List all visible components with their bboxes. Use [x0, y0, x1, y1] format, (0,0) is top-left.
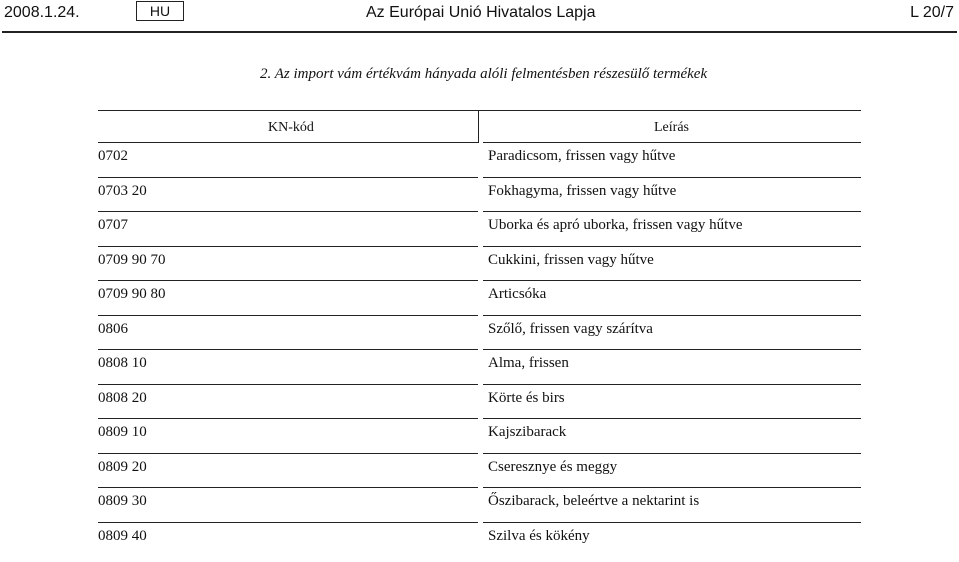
- column-divider: [478, 111, 479, 143]
- table-row: [98, 349, 861, 384]
- cn-code-cell: 0809 30: [98, 493, 147, 509]
- table-row: [98, 280, 861, 315]
- cn-code-cell: 0709 90 80: [98, 286, 166, 302]
- row-rule-right: [483, 453, 861, 454]
- page-reference: L 20/7: [910, 4, 954, 21]
- description-cell: Cseresznye és meggy: [488, 458, 618, 475]
- column-header-description: Leírás: [654, 120, 689, 135]
- row-rule-right: [483, 418, 861, 419]
- journal-title: Az Európai Unió Hivatalos Lapja: [366, 4, 596, 21]
- description-cell: Articsóka: [488, 286, 547, 302]
- table-row: [98, 142, 861, 177]
- table-row: [98, 384, 861, 419]
- description-cell: Körte és birs: [488, 389, 565, 406]
- table-row: [98, 211, 861, 246]
- publication-date: 2008.1.24.: [4, 4, 80, 21]
- column-header-code: KN-kód: [268, 120, 314, 135]
- row-rule-right: [483, 246, 861, 247]
- row-rule-left: [98, 522, 478, 523]
- row-rule-right: [483, 522, 861, 523]
- cn-code-cell: 0806: [98, 320, 128, 337]
- row-rule-right: [483, 487, 861, 488]
- table-row: [98, 522, 861, 557]
- row-rule-left: [98, 280, 478, 281]
- row-rule-left: [98, 211, 478, 212]
- row-rule-left: [98, 177, 478, 178]
- cn-code-cell: 0709 90 70: [98, 251, 166, 268]
- cn-code-cell: 0809 20: [98, 458, 147, 475]
- description-cell: Kajszibarack: [488, 424, 567, 440]
- row-rule-left: [98, 315, 478, 316]
- description-cell: Fokhagyma, frissen vagy hűtve: [488, 182, 677, 199]
- description-cell: Paradicsom, frissen vagy hűtve: [488, 148, 676, 164]
- section-title: 2. Az import vám értékvám hányada alóli felmentésben részesülő termékek: [260, 66, 708, 82]
- cn-code-cell: 0808 20: [98, 389, 147, 406]
- table-header: [98, 110, 861, 143]
- table-row: [98, 487, 861, 522]
- row-rule-right: [483, 142, 861, 143]
- table-row: [98, 418, 861, 453]
- row-rule-right: [483, 384, 861, 385]
- cn-code-cell: 0809 10: [98, 424, 147, 440]
- table-row: [98, 453, 861, 488]
- description-cell: Szőlő, frissen vagy szárítva: [488, 320, 653, 337]
- row-rule-left: [98, 349, 478, 350]
- description-cell: Uborka és apró uborka, frissen vagy hűtve: [488, 217, 743, 233]
- cn-code-cell: 0703 20: [98, 182, 147, 199]
- description-cell: Cukkini, frissen vagy hűtve: [488, 251, 654, 268]
- table-row: [98, 315, 861, 350]
- row-rule-right: [483, 177, 861, 178]
- row-rule-left: [98, 384, 478, 385]
- row-rule-right: [483, 315, 861, 316]
- row-rule-left: [98, 246, 478, 247]
- cn-code-cell: 0809 40: [98, 527, 147, 544]
- description-cell: Őszibarack, beleértve a nektarint is: [488, 493, 700, 509]
- description-cell: Alma, frissen: [488, 355, 569, 371]
- table-row: [98, 246, 861, 281]
- row-rule-right: [483, 349, 861, 350]
- cn-code-cell: 0702: [98, 148, 128, 164]
- row-rule-left: [98, 418, 478, 419]
- page-header: [0, 0, 959, 33]
- row-rule-left: [98, 453, 478, 454]
- cn-code-cell: 0707: [98, 217, 128, 233]
- description-cell: Szilva és kökény: [488, 527, 590, 544]
- row-rule-right: [483, 280, 861, 281]
- cn-code-cell: 0808 10: [98, 355, 147, 371]
- row-rule-left: [98, 487, 478, 488]
- table-row: [98, 177, 861, 212]
- row-rule-right: [483, 211, 861, 212]
- header-rule: [2, 31, 957, 33]
- row-rule-left: [98, 142, 478, 143]
- language-badge: HU: [136, 1, 184, 21]
